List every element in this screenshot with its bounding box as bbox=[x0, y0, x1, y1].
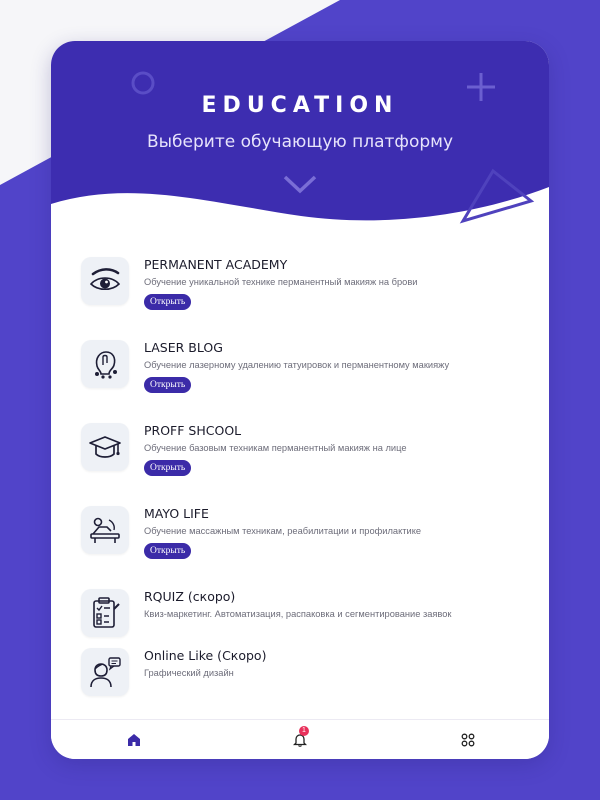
graduation-cap-icon bbox=[81, 423, 129, 471]
notification-badge: 1 bbox=[299, 726, 309, 736]
nav-apps-button[interactable] bbox=[456, 728, 480, 752]
clipboard-checklist-icon bbox=[81, 589, 129, 637]
list-item-online-like[interactable] bbox=[81, 648, 521, 708]
designer-chat-icon bbox=[81, 648, 129, 696]
hero-header bbox=[51, 41, 549, 241]
item-description: Обучение массажным техникам, реабилитации и профилактике bbox=[144, 526, 422, 536]
laser-head-icon bbox=[81, 340, 129, 388]
open-button[interactable]: Открыть bbox=[144, 377, 191, 393]
list-item-laser-blog bbox=[81, 340, 521, 400]
item-title: MAYO LIFE bbox=[144, 506, 209, 521]
item-description: Обучение базовым техникам перманентный макияж на лице bbox=[144, 443, 407, 453]
list-item-permanent-academy bbox=[81, 257, 521, 317]
item-title: LASER BLOG bbox=[144, 340, 223, 355]
hero-subtitle: Выберите обучающую платформу bbox=[146, 132, 454, 152]
item-description: Обучение лазерному удалению татуировок и перманентному макияжу bbox=[144, 360, 450, 370]
item-description: Обучение уникальной технике перманентный макияж на брови bbox=[144, 277, 418, 287]
nav-notifications-button[interactable] bbox=[288, 728, 312, 752]
item-title: PROFF SHCOOL bbox=[144, 423, 242, 438]
item-title: PERMANENT ACADEMY bbox=[144, 257, 288, 272]
home-icon bbox=[127, 733, 141, 747]
item-description: Квиз-маркетинг. Автоматизация, распаковка и сегментирование заявок bbox=[144, 609, 452, 619]
eye-brow-icon bbox=[81, 257, 129, 305]
grid-icon bbox=[461, 733, 475, 747]
item-title: Online Like (Скоро) bbox=[144, 648, 267, 663]
bottom-navigation bbox=[51, 719, 549, 759]
hero-title: EDUCATION bbox=[201, 93, 399, 118]
open-button[interactable]: Открыть bbox=[144, 460, 191, 476]
open-button[interactable]: Открыть bbox=[144, 543, 191, 559]
nav-home-button[interactable] bbox=[122, 728, 146, 752]
education-card bbox=[51, 41, 549, 759]
item-title: RQUIZ (скоро) bbox=[144, 589, 236, 604]
massage-icon bbox=[81, 506, 129, 554]
item-description: Графический дизайн bbox=[144, 668, 234, 678]
list-item-rquiz[interactable] bbox=[81, 589, 521, 649]
list-item-proff-shcool bbox=[81, 423, 521, 483]
open-button[interactable]: Открыть bbox=[144, 294, 191, 310]
list-item-mayo-life bbox=[81, 506, 521, 566]
